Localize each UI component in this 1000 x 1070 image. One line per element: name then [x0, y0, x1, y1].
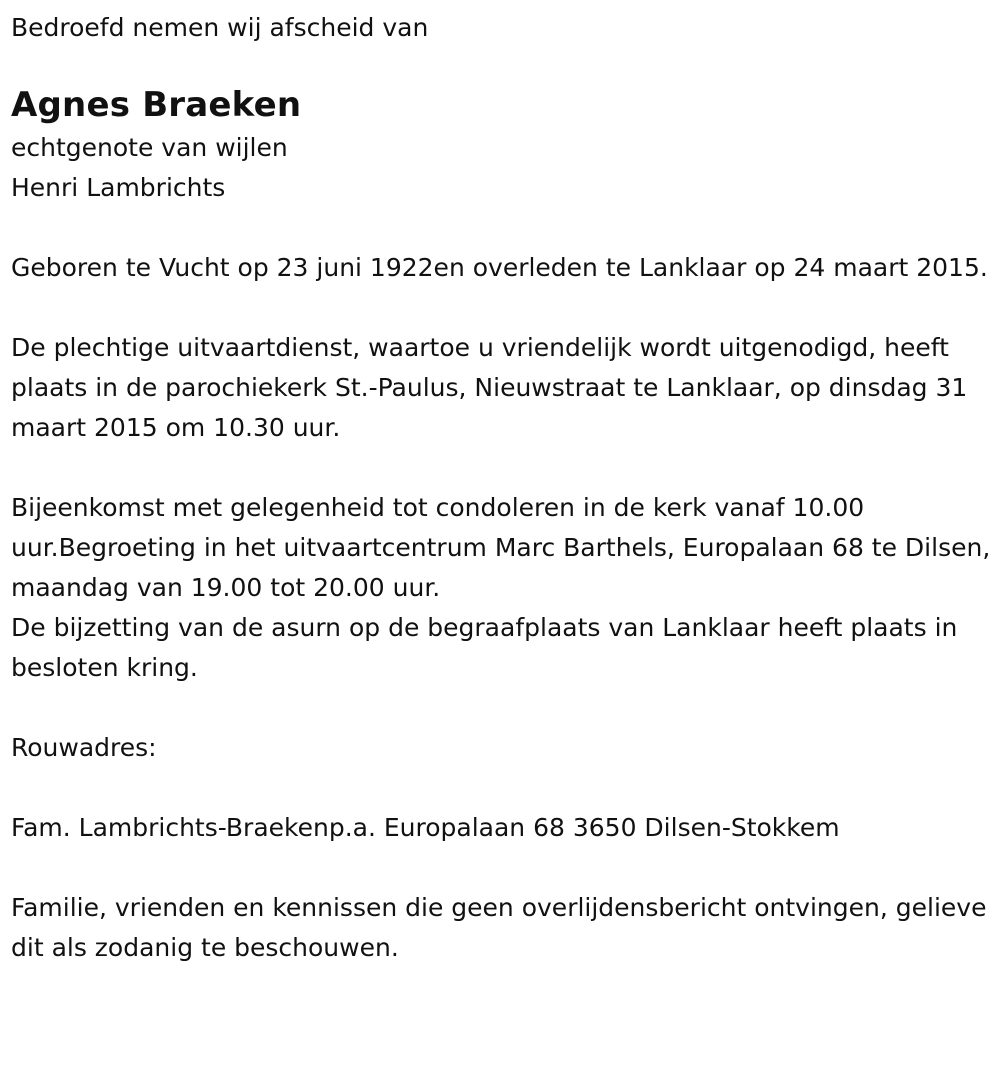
relation-line-2: Henri Lambrichts	[11, 173, 226, 202]
interment-text: De bijzetting van de asurn op de begraafplaats van Lanklaar heeft plaats in besloten kring.	[11, 613, 958, 682]
condolence-block	[11, 488, 990, 688]
birth-death-text: Geboren te Vucht op 23 juni 1922en overleden te Lanklaar op 24 maart 2015.	[11, 253, 988, 282]
spacer	[11, 848, 990, 888]
condolence-line-2: maandag van 19.00 tot 20.00 uur.	[11, 573, 441, 602]
spacer	[11, 448, 990, 488]
condolence-line-1: Bijeenkomst met gelegenheid tot condoleren in de kerk vanaf 10.00 uur.Begroeting in het uitvaartcentrum Marc Barthels, Europalaan 68 te Dilsen,	[11, 493, 991, 562]
spacer	[11, 768, 990, 808]
spacer	[11, 208, 990, 248]
closing-text: Familie, vrienden en kennissen die geen overlijdensbericht ontvingen, gelieve dit als zodanig te beschouwen.	[11, 893, 987, 962]
address-label: Rouwadres:	[11, 733, 157, 762]
relation-line-1: echtgenote van wijlen	[11, 133, 288, 162]
deceased-name: Agnes Braeken	[11, 85, 302, 125]
spacer	[11, 688, 990, 728]
funeral-service-text: De plechtige uitvaartdienst, waartoe u vriendelijk wordt uitgenodigd, heeft plaats in de parochiekerk St.-Paulus, Nieuwstraat te Lanklaar, op dinsdag 31 maart 2015 om 10.30 uur.	[11, 333, 968, 442]
mourning-address: Fam. Lambrichts-Braekenp.a. Europalaan 68 3650 Dilsen-Stokkem	[11, 813, 840, 842]
spacer	[11, 288, 990, 328]
intro-text: Bedroefd nemen wij afscheid van	[11, 13, 429, 42]
